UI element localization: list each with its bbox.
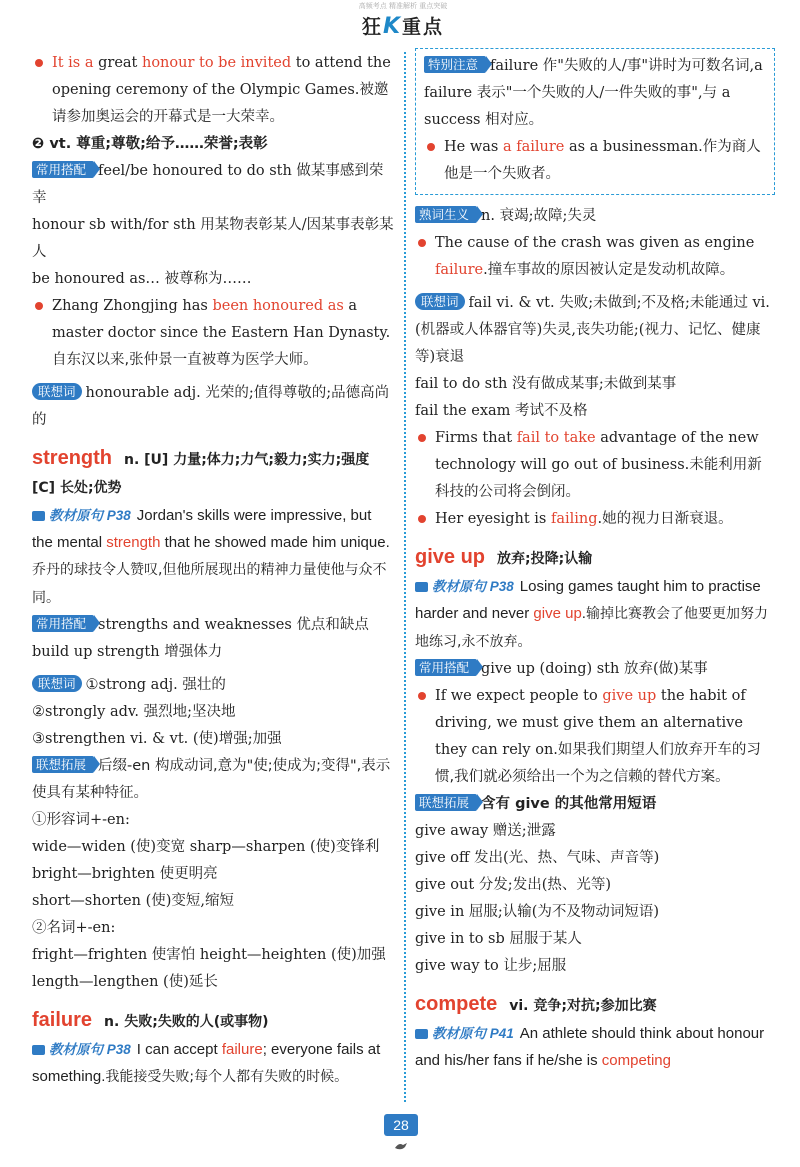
example-sentence: [415, 425, 775, 506]
left-column: [32, 50, 394, 1091]
translation: 未能利用新科技的公司将会倒闭。: [435, 457, 762, 500]
collocation: strengths and weaknesses 优点和缺点: [98, 617, 369, 633]
book-icon: [415, 1029, 428, 1039]
header-brand: [355, 2, 451, 46]
source-label: 教材原句 P41: [432, 1026, 514, 1041]
text: as a businessman.: [564, 139, 703, 155]
text: .: [597, 511, 603, 527]
text: .: [581, 605, 586, 622]
phrase: give way to 让步;屈服: [415, 958, 567, 974]
text: An athlete should think about honour and his/her fans if he/she is: [415, 1025, 765, 1069]
headword: strength: [32, 447, 112, 469]
highlight: failure: [435, 262, 484, 278]
text: He was: [444, 139, 503, 155]
headword: failure: [32, 1009, 93, 1031]
association: fail vi. & vt. 失败;未做到;不及格;未能通过 vi.(机器或人体器官等)失灵,丧失功能;(视力、记忆、健康等)衰退: [415, 295, 770, 365]
collocation-block: [32, 612, 394, 639]
highlight: give up: [533, 605, 582, 622]
collocation-tag: 常用搭配: [415, 659, 477, 676]
book-icon: [415, 582, 428, 592]
text: Jordan's skills were impressive, but the mental: [32, 507, 372, 551]
translation: 作为商人他是一个失败者。: [444, 139, 761, 182]
brand-small-text: 高频考点 精准解析 重点突破: [358, 2, 448, 10]
phrase: give in 屈服;认输(为不及物动词短语): [415, 904, 660, 920]
example-sentence: [415, 683, 775, 791]
textbook-sentence: [32, 1036, 394, 1091]
definition: vi. 竞争;对抗;参加比赛: [509, 998, 657, 1014]
translation: 乔丹的球技令人赞叹,但他所展现出的精神力量使他与众不同。: [32, 562, 387, 606]
expand-line: wide—widen (使)变宽 sharp—sharpen (使)变锋利 bright—brighten 使更明亮: [32, 839, 380, 882]
brand-char-b: 重点: [402, 16, 445, 38]
highlight: failure: [221, 1041, 263, 1058]
definition: 放弃;投降;认输: [497, 551, 593, 567]
collocation-tag: 常用搭配: [32, 615, 94, 632]
association-block: [32, 672, 394, 699]
expand-line: ①形容词+-en:: [32, 812, 130, 828]
source-tag: [32, 508, 131, 523]
highlight: give up: [602, 688, 657, 704]
source-tag: [415, 579, 514, 594]
translation: 撞车事故的原因被认定是发动机故障。: [487, 262, 735, 278]
definition: n. [U] 力量;体力;力气;毅力;实力;强度 [C] 长处;优势: [32, 452, 370, 496]
collocation: honour sb with/for sth 用某物表彰某人/因某事表彰某人: [32, 217, 394, 260]
headword: compete: [415, 993, 498, 1015]
text: a master doctor since the Eastern Han Dynasty.: [52, 298, 391, 341]
text: I can accept: [136, 1041, 222, 1058]
sense-2: ❷ vt. 尊重;尊敬;给予……荣誉;表彰: [32, 136, 268, 152]
special-text: failure 作"失败的人/事"讲时为可数名词,a failure 表示"一个失败的人/一件失败的事",与 a success 相对应。: [424, 58, 763, 128]
brand-k-letter: K: [382, 14, 403, 39]
example-sentence: [32, 50, 394, 131]
expand-text: 后缀-en 构成动词,意为"使;使成为;变得",表示使具有某种特征。: [32, 758, 391, 801]
text: .: [483, 262, 488, 278]
text: Firms that: [435, 430, 517, 446]
highlight: It is a: [52, 55, 94, 71]
collocation-tag: 常用搭配: [32, 161, 94, 178]
special-note-box: [415, 48, 775, 195]
association: ②strongly adv. 强烈地;坚决地: [32, 704, 236, 720]
association: ①strong adj. 强壮的: [85, 677, 226, 693]
source-label: 教材原句 P38: [432, 579, 514, 594]
text: advantage of the new technology will go out of business.: [435, 430, 759, 473]
expand-line: ②名词+-en:: [32, 920, 116, 936]
text: Zhang Zhongjing has: [52, 298, 213, 314]
phrase: give away 赠送;泄露: [415, 823, 556, 839]
textbook-sentence: [415, 1020, 775, 1074]
collocation-block: [32, 158, 394, 212]
highlight: competing: [601, 1052, 671, 1069]
collocation-block: [415, 656, 775, 683]
highlight: a failure: [502, 139, 565, 155]
collocation: give up (doing) sth 放弃(做)某事: [481, 661, 708, 677]
text: If we expect people to: [435, 688, 603, 704]
example-sentence: [415, 506, 775, 533]
entry-compete: [415, 990, 775, 1020]
brand-logo: [355, 12, 451, 39]
highlight: strength: [106, 534, 161, 551]
association: honourable adj. 光荣的;值得尊敬的;品德高尚的: [32, 385, 390, 428]
expand-title: 含有 give 的其他常用短语: [481, 796, 657, 812]
expand-line: length—lengthen (使)延长: [32, 974, 218, 990]
highlight: failing: [550, 511, 598, 527]
text: great: [93, 55, 142, 71]
translation: 她的视力日渐衰退。: [602, 511, 733, 527]
expand-tag: 联想拓展: [32, 756, 94, 773]
expand-block: [32, 753, 394, 807]
example-sentence: [424, 134, 764, 188]
association-block: [32, 380, 394, 434]
expand-line: fright—frighten 使害怕 height—heighten (使)加强: [32, 947, 386, 963]
association-tag: 联想词: [32, 383, 82, 400]
text: The cause of the crash was given as engine: [435, 235, 755, 251]
highlight: fail to take: [516, 430, 596, 446]
bird-icon: [394, 1140, 408, 1152]
example-sentence: [415, 230, 775, 284]
example-sentence: [32, 293, 394, 374]
entry-give-up: [415, 543, 775, 573]
book-icon: [32, 1045, 45, 1055]
text: that he showed made him unique.: [160, 534, 390, 551]
new-meaning-text: n. 衰竭;故障;失灵: [481, 208, 597, 224]
association: ③strengthen vi. & vt. (使)增强;加强: [32, 731, 282, 747]
page-number: 28: [384, 1114, 418, 1136]
collocation: be honoured as… 被尊称为……: [32, 271, 252, 287]
translation: 自东汉以来,张仲景一直被尊为医学大师。: [52, 352, 318, 368]
text: the habit of driving, we must give them an alternative they can rely on.: [435, 688, 746, 758]
association-block: [415, 290, 775, 371]
phrase: give out 分发;发出(热、光等): [415, 877, 612, 893]
column-divider: [404, 52, 406, 1102]
new-meaning: [415, 203, 775, 230]
source-label: 教材原句 P38: [49, 1042, 131, 1057]
translation: 如果我们期望人们放弃开车的习惯,我们就必须给出一个为之信赖的替代方案。: [435, 742, 761, 785]
entry-failure: [32, 1006, 394, 1036]
textbook-sentence: [415, 573, 775, 656]
translation: 我能接受失败;每个人都有失败的时候。: [105, 1069, 349, 1085]
phrase: give in to sb 屈服于某人: [415, 931, 582, 947]
text: ; everyone fails at something.: [32, 1041, 381, 1085]
text: Her eyesight is: [435, 511, 551, 527]
translation: 输掉比赛教会了他要更加努力地练习,永不放弃。: [415, 606, 768, 650]
highlight: been honoured as: [212, 298, 344, 314]
collocation: fail to do sth 没有做成某事;未做到某事: [415, 376, 677, 392]
brand-char-a: 狂: [361, 16, 383, 38]
entry-strength: [32, 444, 394, 502]
collocation: build up strength 增强体力: [32, 644, 223, 660]
headword: give up: [415, 546, 486, 568]
right-column: [415, 50, 775, 1074]
special-note: [424, 53, 764, 134]
highlight: honour to be invited: [141, 55, 292, 71]
association-tag: 联想词: [32, 675, 82, 692]
translation: 被邀请参加奥运会的开幕式是一大荣幸。: [52, 82, 389, 125]
collocation: fail the exam 考试不及格: [415, 403, 588, 419]
special-tag: 特别注意: [424, 56, 486, 73]
expand-tag: 联想拓展: [415, 794, 477, 811]
textbook-sentence: [32, 502, 394, 612]
text: Losing games taught him to practise harder and never: [415, 578, 761, 622]
collocation: feel/be honoured to do sth 做某事感到荣幸: [32, 163, 384, 206]
book-icon: [32, 511, 45, 521]
phrase: give off 发出(光、热、气味、声音等): [415, 850, 660, 866]
text: to attend the opening ceremony of the Olympic Games.: [52, 55, 391, 98]
expand-line: short—shorten (使)变短,缩短: [32, 893, 234, 909]
source-tag: [415, 1026, 514, 1041]
definition: n. 失败;失败的人(或事物): [104, 1014, 269, 1030]
association-tag: 联想词: [415, 293, 465, 310]
source-label: 教材原句 P38: [49, 508, 131, 523]
expand-block: [415, 791, 775, 818]
new-meaning-tag: 熟词生义: [415, 206, 477, 223]
source-tag: [32, 1042, 131, 1057]
